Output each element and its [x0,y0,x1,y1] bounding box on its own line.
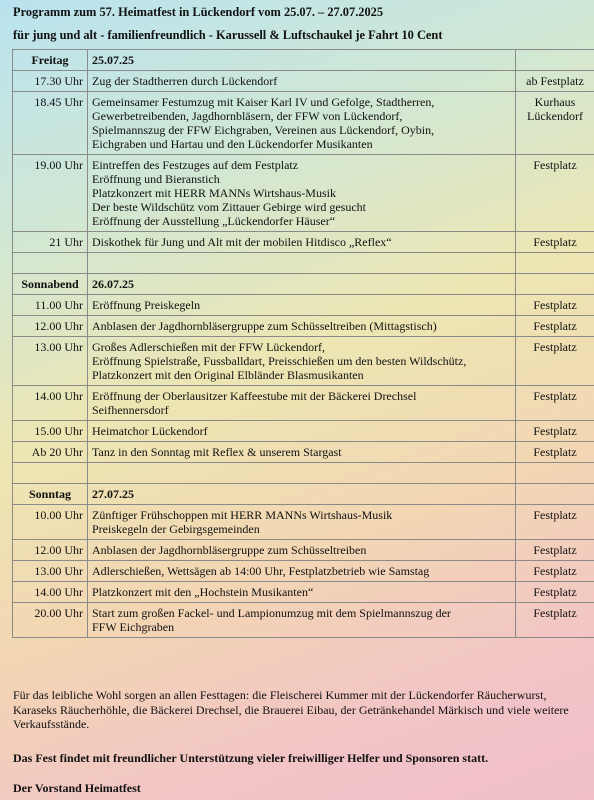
event-time: 14.00 Uhr [13,582,88,603]
event-description [88,71,516,92]
event-place-line: Kurhaus [534,95,576,109]
event-place-line: Festplatz [533,424,577,438]
event-place [516,442,594,463]
event-time: 11.00 Uhr [13,295,88,316]
event-description [88,295,516,316]
event-description-line: Preiskegeln der Gebirgsgemeinden [92,522,260,536]
program-table-body [13,50,594,638]
event-place [516,421,594,442]
event-place [516,582,594,603]
event-description-line: Anblasen der Jagdhornbläsergruppe zum Schüsseltreiben [92,543,367,557]
event-time: 20.00 Uhr [13,603,88,638]
event-description [88,505,516,540]
event-time: 12.00 Uhr [13,316,88,337]
event-time: 21 Uhr [13,232,88,253]
day-place-empty [516,484,594,505]
event-time: 14.00 Uhr [13,386,88,421]
event-description-line: Anblasen der Jagdhornbläsergruppe zum Schüsseltreiben (Mittagstisch) [92,319,437,333]
day-header-row [13,274,594,295]
event-description-line: Platzkonzert mit den „Hochstein Musikanten“ [92,585,314,599]
event-place [516,316,594,337]
event-description-line: Großes Adlerschießen mit der FFW Lückendorf, [92,340,326,354]
event-place [516,232,594,253]
spacer-cell [88,253,516,274]
page-title: Programm zum 57. Heimatfest in Lückendorf vom 25.07. – 27.07.2025 [13,5,384,19]
event-description [88,603,516,638]
event-description-line: Der beste Wildschütz vom Zittauer Gebirge wird gesucht [92,200,366,214]
event-description-line: FFW Eichgraben [92,620,175,634]
event-description-line: Start zum großen Fackel- und Lampionumzug mit dem Spielmannszug der [92,606,451,620]
event-row [13,155,594,232]
day-header-row [13,50,594,71]
event-time: 13.00 Uhr [13,337,88,386]
day-place-empty [516,50,594,71]
event-place-line: Festplatz [533,340,577,354]
event-row [13,540,594,561]
event-place [516,603,594,638]
event-place-line: Festplatz [533,543,577,557]
program-table [12,49,594,638]
event-time: 15.00 Uhr [13,421,88,442]
event-description-line: Eröffnung Spielstraße, Fussballdart, Preisschießen um den besten Wildschütz, [92,354,467,368]
event-place-line: Festplatz [533,235,577,249]
event-description [88,442,516,463]
event-place-line: Festplatz [533,564,577,578]
event-place [516,92,594,155]
event-place-line: Lückendorf [527,109,583,123]
day-date: 25.07.25 [88,50,516,71]
event-place [516,155,594,232]
event-place [516,540,594,561]
event-place [516,295,594,316]
event-description-line: Eröffnung der Ausstellung „Lückendorfer Häuser“ [92,214,336,228]
spacer-row [13,253,594,274]
event-description-line: Eröffnung und Bieranstich [92,172,220,186]
event-description [88,155,516,232]
event-description [88,92,516,155]
spacer-row [13,463,594,484]
page-subtitle: für jung und alt - familienfreundlich - Karussell & Luftschaukel je Fahrt 10 Cent [13,28,443,42]
signature: Der Vorstand Heimatfest [13,781,141,795]
event-description-line: Eröffnung Preiskegeln [92,298,201,312]
spacer-cell [516,253,594,274]
day-place-empty [516,274,594,295]
event-row [13,505,594,540]
event-description [88,337,516,386]
event-description-line: Eintreffen des Festzuges auf dem Festplatz [92,158,299,172]
event-place [516,386,594,421]
event-description [88,232,516,253]
event-description-line: Zug der Stadtherren durch Lückendorf [92,74,278,88]
event-place [516,71,594,92]
event-description [88,421,516,442]
day-header-row [13,484,594,505]
event-place-line: Festplatz [533,319,577,333]
event-row [13,295,594,316]
event-time: 17.30 Uhr [13,71,88,92]
event-place-line: Festplatz [533,389,577,403]
food-note: Für das leibliche Wohl sorgen an allen Festtagen: die Fleischerei Kummer mit der Lückendorfer Räucherwurst, Karaseks Räucherhöhle, die Bäckerei Drechsel, die Brauerei Eibau, der Getränkehandel Märkisch und viele weitere Verkaufsstände. [13,688,569,731]
day-name: Sonntag [13,484,88,505]
event-place-line: Festplatz [533,508,577,522]
event-place-line: Festplatz [533,585,577,599]
event-time: 18.45 Uhr [13,92,88,155]
event-description-line: Seifhennersdorf [92,403,169,417]
event-row [13,421,594,442]
event-description [88,316,516,337]
event-row [13,603,594,638]
event-description [88,582,516,603]
event-place-line: Festplatz [533,606,577,620]
event-description [88,386,516,421]
event-row [13,582,594,603]
event-row [13,92,594,155]
event-row [13,337,594,386]
spacer-cell [88,463,516,484]
event-time: Ab 20 Uhr [13,442,88,463]
spacer-cell [13,463,88,484]
event-place-line: Festplatz [533,445,577,459]
event-place-line: Festplatz [533,158,577,172]
day-date: 27.07.25 [88,484,516,505]
event-place [516,337,594,386]
event-row [13,386,594,421]
thanks-note: Das Fest findet mit freundlicher Unterstützung vieler freiwilliger Helfer und Sponsoren statt. [13,751,489,765]
event-row [13,316,594,337]
event-description-line: Diskothek für Jung und Alt mit der mobilen Hitdisco „Reflex“ [92,235,392,249]
spacer-cell [516,463,594,484]
day-name: Sonnabend [13,274,88,295]
event-description-line: Spielmannszug der FFW Eichgraben, Vereinen aus Lückendorf, Oybin, [92,123,435,137]
event-description-line: Platzkonzert mit den Original Elbländer Blasmusikanten [92,368,364,382]
event-description-line: Eröffnung der Oberlausitzer Kaffeestube mit der Bäckerei Drechsel [92,389,417,403]
event-time: 19.00 Uhr [13,155,88,232]
event-row [13,71,594,92]
event-time: 13.00 Uhr [13,561,88,582]
event-description-line: Heimatchor Lückendorf [92,424,208,438]
event-description-line: Adlerschießen, Wettsägen ab 14:00 Uhr, Festplatzbetrieb wie Samstag [92,564,430,578]
event-description [88,540,516,561]
event-row [13,442,594,463]
event-description [88,561,516,582]
event-place [516,505,594,540]
spacer-cell [13,253,88,274]
event-description-line: Eichgraben und Hartau und den Lückendorfer Musikanten [92,137,373,151]
day-date: 26.07.25 [88,274,516,295]
event-time: 12.00 Uhr [13,540,88,561]
event-description-line: Tanz in den Sonntag mit Reflex & unserem Stargast [92,445,342,459]
event-description-line: Gemeinsamer Festumzug mit Kaiser Karl IV und Gefolge, Stadtherren, [92,95,435,109]
event-place [516,561,594,582]
event-time: 10.00 Uhr [13,505,88,540]
event-description-line: Gewerbetreibenden, Jagdhornbläsern, der FFW von Lückendorf, [92,109,403,123]
event-row [13,232,594,253]
event-place-line: ab Festplatz [526,74,584,88]
event-place-line: Festplatz [533,298,577,312]
event-description-line: Platzkonzert mit HERR MANNs Wirtshaus-Musik [92,186,336,200]
event-row [13,561,594,582]
event-description-line: Zünftiger Frühschoppen mit HERR MANNs Wirtshaus-Musik [92,508,393,522]
day-name: Freitag [13,50,88,71]
